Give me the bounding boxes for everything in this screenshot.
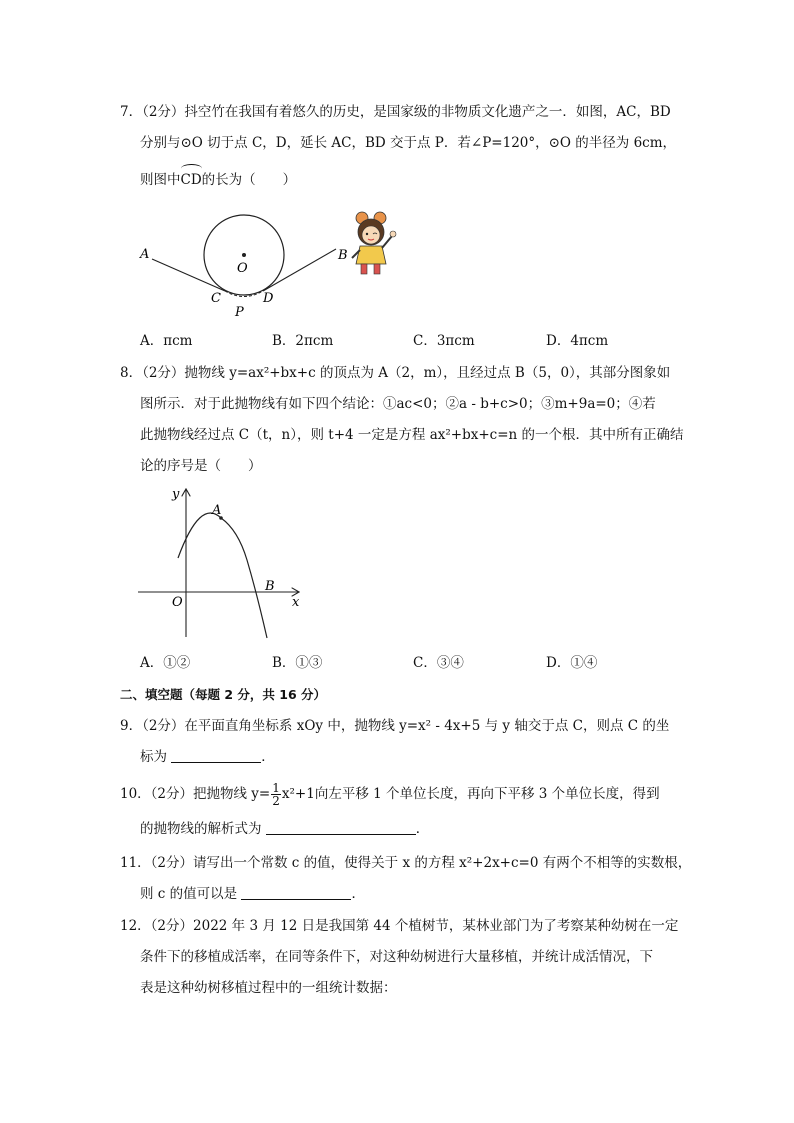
- q7-option-c: C．3πcm: [413, 333, 475, 349]
- q8-option-a: A．①②: [140, 655, 191, 671]
- q11-line1: 11．（2分）请写出一个常数 c 的值，使得关于 x 的方程 x²+2x+c=0 有两个不相等的实数根，: [120, 855, 692, 871]
- q7-line1: 7．（2分）抖空竹在我国有着悠久的历史，是国家级的非物质文化遗产之一．如图，AC，BD: [120, 104, 671, 120]
- q7-line3-post: 的长为（ ）: [201, 172, 297, 188]
- q10-line2: 的抛物线的解析式为 ．: [140, 821, 430, 837]
- label-o: O: [172, 595, 183, 610]
- tangent-line-bd: [263, 249, 336, 291]
- q7-line2: 分别与⊙O 切于点 C，D，延长 AC，BD 交于点 P．若∠P=120°，⊙O 的半径为 6cm，: [140, 135, 677, 151]
- label-d: D: [263, 291, 274, 306]
- q11-line2: 则 c 的值可以是 ．: [140, 886, 365, 902]
- q10-answer-blank[interactable]: [266, 820, 416, 835]
- q10-line1: 10．（2分）把抛物线 y= $\frac{1}{2}$ x²+1向左平移 1 个单位长度，再向下平移 3 个单位长度，得到: [120, 781, 660, 808]
- q9-answer-blank[interactable]: [171, 748, 261, 763]
- label-a: A: [212, 503, 222, 518]
- section-2-title: 二、填空题（每题 2 分，共 16 分）: [120, 687, 327, 702]
- q7-line3-pre: 则图中: [140, 172, 181, 188]
- q9-line1: 9．（2分）在平面直角坐标系 xOy 中，抛物线 y=x² - 4x+5 与 y 轴交于点 C，则点 C 的坐: [120, 718, 670, 734]
- q12-line3: 表是这种幼树移植过程中的一组统计数据：: [140, 980, 397, 996]
- arc-cd-label: CD: [181, 171, 202, 189]
- q8-option-b: B．①③: [272, 655, 323, 671]
- label-y: y: [172, 487, 180, 502]
- q8-line1: 8．（2分）抛物线 y=ax²+bx+c 的顶点为 A（2，m），且经过点 B（5，0），其部分图象如: [120, 365, 671, 381]
- q11-answer-blank[interactable]: [241, 885, 351, 900]
- q7-option-a: A．πcm: [140, 333, 193, 349]
- label-b: B: [265, 579, 275, 594]
- q8-line4: 论的序号是（ ）: [140, 458, 262, 474]
- q12-line1: 12．（2分）2022 年 3 月 12 日是我国第 44 个植树节，某林业部门为了考察某种幼树在一定: [120, 918, 679, 934]
- cartoon-child-icon: [352, 212, 396, 274]
- label-p: P: [235, 305, 244, 320]
- label-x: x: [292, 595, 300, 610]
- q8-option-c: C．③④: [413, 655, 464, 671]
- q8-figure: [130, 482, 310, 642]
- q12-line2: 条件下的移植成活率，在同等条件下，对这种幼树进行大量移植，并统计成活情况，下: [140, 949, 653, 965]
- q7-option-d: D．4πcm: [546, 333, 609, 349]
- q8-line3: 此抛物线经过点 C（t，n），则 t+4 一定是方程 ax²+bx+c=n 的一个根．其中所有正确结: [140, 427, 684, 443]
- fraction-one-half: $\frac{1}{2}$: [272, 781, 280, 808]
- label-a: A: [140, 247, 150, 262]
- tangent-line-ac: [152, 259, 225, 291]
- q7-option-b: B．2πcm: [272, 333, 334, 349]
- parabola-curve: [178, 513, 267, 638]
- q7-line3: [140, 171, 296, 189]
- extension-dashed: [225, 291, 263, 297]
- center-o-dot: [242, 253, 246, 257]
- q7-figure: [130, 202, 420, 322]
- label-b: B: [338, 248, 348, 263]
- q9-line2: 标为 ．: [140, 749, 275, 765]
- q8-line2: 图所示．对于此抛物线有如下四个结论：①ac<0；②a - b+c>0；③m+9a=0；④若: [140, 396, 656, 412]
- q8-option-d: D．①④: [546, 655, 598, 671]
- label-o: O: [237, 261, 248, 276]
- label-c: C: [211, 291, 221, 306]
